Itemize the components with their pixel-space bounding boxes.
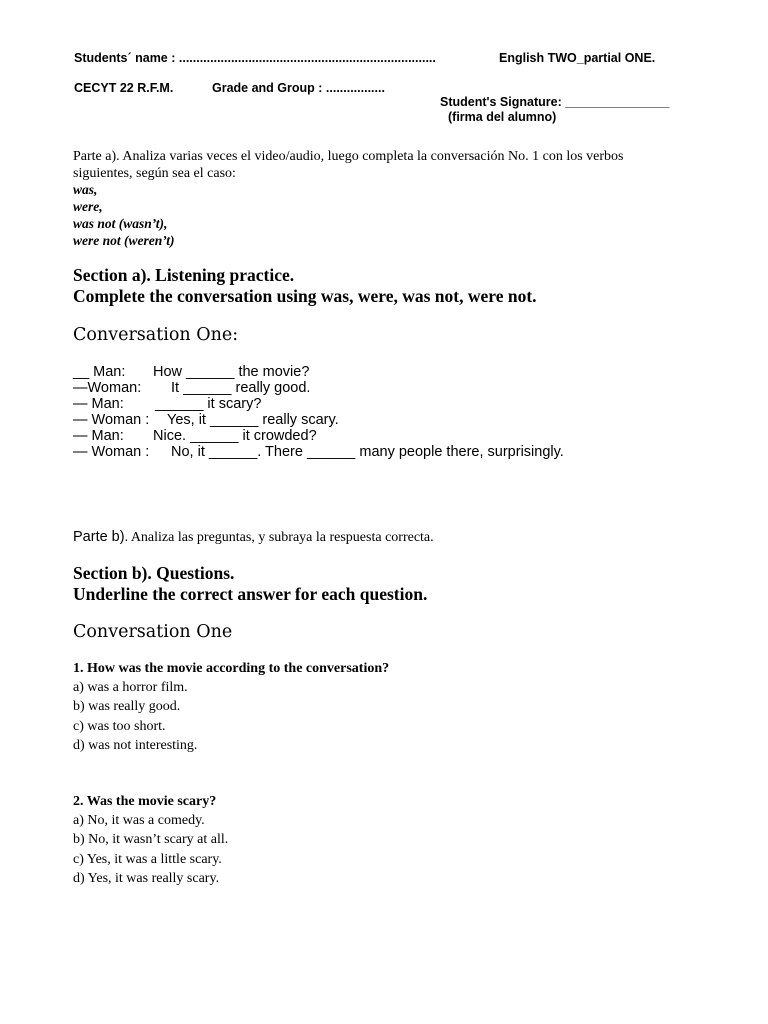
answer-option: b) No, it wasn’t scary at all. (73, 832, 229, 847)
conversation-one-title: Conversation One: (73, 325, 239, 345)
answer-option: d) Yes, it was really scary. (73, 871, 220, 886)
conversation-speaker: __ Man: (73, 364, 126, 380)
school-name: CECYT 22 R.F.M. (74, 81, 174, 95)
part-a-instruction-line2: siguientes, según sea el caso: (73, 166, 236, 181)
part-b-instruction (73, 528, 434, 546)
conversation-text: It ______ really good. (171, 380, 311, 396)
part-b-label: Parte b) (73, 529, 125, 545)
conversation-text: Nice. ______ it crowded? (153, 428, 317, 444)
conversation-speaker: — Man: (73, 428, 124, 444)
verb-option: were not (weren’t) (73, 233, 175, 248)
answer-option: c) was too short. (73, 719, 166, 734)
signature-note: (firma del alumno) (448, 110, 557, 124)
answer-option: b) was really good. (73, 699, 181, 714)
part-b-text: . Analiza las preguntas, y subraya la respuesta correcta. (124, 530, 434, 545)
conversation-one-b-title: Conversation One (73, 622, 233, 642)
answer-option: c) Yes, it was a little scary. (73, 852, 222, 867)
conversation-speaker: — Woman : (73, 412, 150, 428)
conversation-speaker: — Woman : (73, 444, 150, 460)
conversation-text: ______ it scary? (155, 396, 262, 412)
signature-field: Student's Signature: _______________ (440, 95, 670, 109)
question-1: 1. How was the movie according to the conversation? (73, 661, 390, 676)
verb-option: was, (73, 182, 98, 197)
conversation-text: No, it ______. There ______ many people there, surprisingly. (171, 444, 564, 460)
students-name-field: Students´ name : .......................................................................... (74, 51, 436, 65)
section-b-title: Section b). Questions. (73, 563, 235, 583)
answer-option: a) was a horror film. (73, 680, 188, 695)
part-a-instruction-line1: Parte a). Analiza varias veces el video/audio, luego completa la conversación No. 1 con los verbos (73, 149, 624, 164)
verb-option: were, (73, 199, 103, 214)
grade-group-field: Grade and Group : ................. (212, 81, 385, 95)
conversation-speaker: — Man: (73, 396, 124, 412)
section-a-subtitle: Complete the conversation using was, were, was not, were not. (73, 286, 537, 306)
section-a-title: Section a). Listening practice. (73, 265, 295, 285)
conversation-text: Yes, it ______ really scary. (167, 412, 339, 428)
answer-option: a) No, it was a comedy. (73, 813, 205, 828)
section-b-subtitle: Underline the correct answer for each question. (73, 584, 428, 604)
course-title: English TWO_partial ONE. (499, 51, 656, 65)
verb-option: was not (wasn’t), (73, 216, 168, 231)
answer-option: d) was not interesting. (73, 738, 198, 753)
conversation-text: How ______ the movie? (153, 364, 310, 380)
conversation-speaker: —Woman: (73, 380, 142, 396)
question-2: 2. Was the movie scary? (73, 794, 217, 809)
